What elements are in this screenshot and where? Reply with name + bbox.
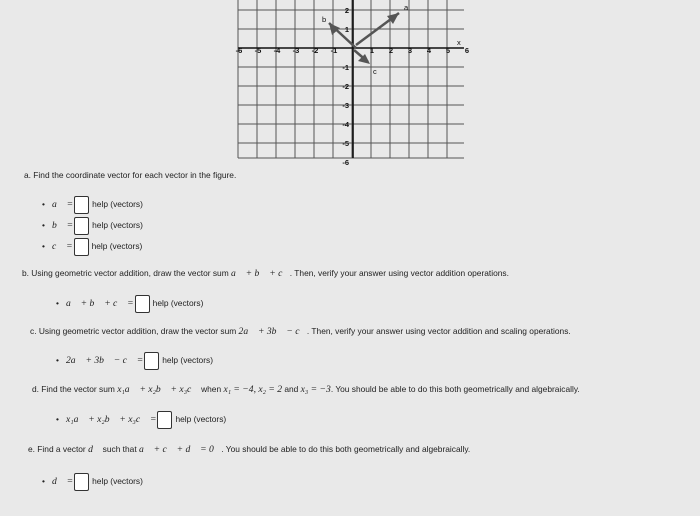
part-b-item: • a⃗ + b⃗ + c⃗ = help (vectors) [56,295,203,313]
x-axis-label: x [457,38,461,47]
y-tick-label: -5 [342,139,349,148]
help-vectors-link[interactable]: help (vectors) [92,220,143,231]
y-tick-label: -6 [342,158,349,165]
x-tick-label: 4 [426,46,432,55]
vector-b-label: b [322,15,327,24]
vector-c-label-text: c⃗ = [52,241,73,253]
vector-c-label: c [373,67,377,76]
vector-a-label-text: a⃗ = [52,199,74,211]
y-tick-label: -4 [342,120,349,129]
y-tick-label: 1 [344,25,349,34]
x-tick-label: 1 [369,46,375,55]
vector-graph[interactable] [0,0,700,165]
x-tick-label: -4 [273,46,281,55]
x-tick-label: -3 [292,46,300,55]
help-vectors-link[interactable]: help (vectors) [152,298,204,309]
part-a-item-c: • c⃗ = help (vectors) [42,238,142,256]
part-a-item-a: • a⃗ = help (vectors) [42,196,143,214]
part-c-title: c. Using geometric vector addition, draw the vector sum 2a⃗ + 3b⃗ − c⃗. Then, verify your answer using vector addition and scaling operations. [30,326,571,337]
part-a-title: a. Find the coordinate vector for each vector in the figure. [24,170,237,180]
help-vectors-link[interactable]: help (vectors) [162,355,213,366]
vector-d-answer-input[interactable] [74,473,89,491]
x-tick-label: 2 [388,46,394,55]
linear-combination-answer-input[interactable] [157,411,172,429]
part-a-item-b: • b⃗ = help (vectors) [42,217,143,235]
y-axis-tick-labels [342,6,349,165]
y-tick-label: 2 [344,6,349,15]
x-tick-label: -5 [254,46,262,55]
y-tick-label: -2 [342,82,349,91]
sum-abc-answer-input[interactable] [135,295,150,313]
part-b-title: b. Using geometric vector addition, draw the vector sum a⃗ + b⃗ + c⃗. Then, verify your answer using vector addition operations. [22,268,509,279]
help-vectors-link[interactable]: help (vectors) [91,241,143,252]
vector-b-answer-input[interactable] [74,217,89,235]
part-d-title: d. Find the vector sum x₁a⃗ + x₂b⃗ + x₃c⃗ when x₁ = −4, x₂ = 2 and x₃ = −3. You should be able to do this both geometrically and algebraically. [32,384,580,395]
part-e-item: • d⃗ = help (vectors) [42,473,143,491]
vector-a-label: a [404,3,409,12]
part-d-item: • x₁a⃗ + x₂b⃗ + x₃c⃗ = help (vectors) [56,411,226,429]
vector-c [354,50,370,64]
y-tick-label: -1 [342,63,349,72]
x-tick-label: 3 [407,46,413,55]
help-vectors-link[interactable]: help (vectors) [92,199,143,210]
vector-b-label-text: b⃗ = [52,220,74,232]
grid-lines [235,0,464,158]
x-tick-label: -1 [330,46,338,55]
x-tick-label: -6 [235,46,243,55]
axes [235,0,464,158]
sum-2a-3b-minus-c-answer-input[interactable] [144,352,159,370]
x-tick-label: 6 [464,46,470,55]
vector-a-answer-input[interactable] [74,196,89,214]
x-tick-label: 5 [445,46,451,55]
part-c-item: • 2a⃗ + 3b⃗ − c⃗ = help (vectors) [56,352,213,370]
part-e-title: e. Find a vector d⃗ such that a⃗ + c⃗ + d⃗ = 0⃗. You should be able to do this both geometrically and algebraically. [28,444,471,455]
help-vectors-link[interactable]: help (vectors) [175,414,227,425]
x-tick-label: -2 [311,46,319,55]
help-vectors-link[interactable]: help (vectors) [92,476,143,487]
y-tick-label: -3 [342,101,349,110]
vector-c-answer-input[interactable] [74,238,89,256]
